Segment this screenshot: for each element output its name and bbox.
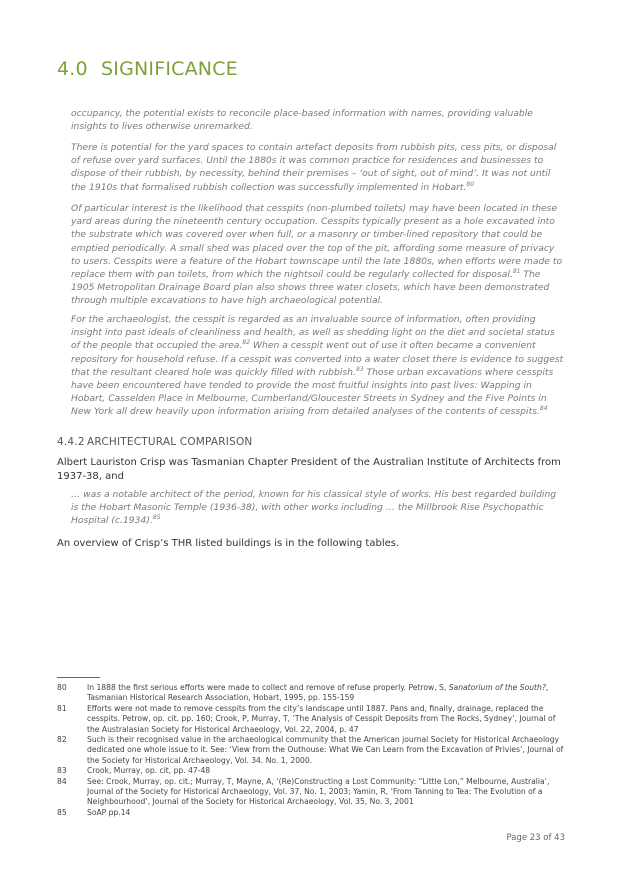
footnote-item	[57, 777, 567, 808]
paragraph-text: The 1905 Metropolitan Drainage Board plan also shows three water closets, which have been demonstrated through multiple excavations to have high archaeological potential.	[71, 269, 550, 307]
footnote-text-part: , Tasmanian Historical Research Association, Hobart, 1995, pp. 155-159	[87, 683, 549, 703]
footnote-italic-title: Sanatorium of the South?	[448, 683, 546, 692]
paragraph-text: Of particular interest is the likelihood that cesspits (non-plumbed toilets) may have been located in these yard areas during the nineteenth century occupation. Cesspits typically present as a hole excavated into the substrate which was covered over when full, or a masonry or timber-lined repository that could be emptied periodically. A small shed was placed over the top of the pit, affording some measure of privacy to users. Cesspits were a feature of the Hobart townscape until the late 1880s, when efforts were made to replace them with pan toilets, from which the nightsoil could be regularly collected for disposal.	[71, 203, 563, 281]
footnote-number: 84	[57, 776, 67, 786]
footnote-text: Such is their recognised value in the archaeological community that the American journal Society for Historical Archaeology dedicated one whole issue to it. See: ‘View from the Outhouse: What We Can Learn from the Excavation of Privies’, Journal of the Society for Historical Archaeology, Vol. 34. No. 1, 2000.	[87, 735, 564, 765]
footnote-item	[57, 808, 567, 818]
paragraph-occupancy	[71, 107, 566, 133]
subsection-number: 4.4.2	[57, 436, 85, 448]
paragraph-text: occupancy, the potential exists to reconcile place-based information with names, providing valuable insights to lives otherwise unremarked.	[71, 108, 533, 133]
footnote-number: 85	[57, 807, 67, 817]
paragraph-overview: An overview of Crisp’s THR listed buildings is in the following tables.	[57, 538, 400, 549]
footnote-text	[87, 683, 567, 704]
footnote-item	[57, 766, 567, 776]
footnote-item	[57, 735, 567, 766]
paragraph-crisp-intro: Albert Lauriston Crisp was Tasmanian Chapter President of the Australian Institute of Architects from 1937-38, and	[57, 457, 561, 482]
subsection-title: ARCHITECTURAL COMPARISON	[87, 436, 253, 448]
footnote-item	[57, 704, 567, 735]
footnote-text: Efforts were not made to remove cesspits from the city’s landscape until 1887. Pans and, finally, drainage, replaced the cesspits. Petrow, op. cit. pp. 160; Crook, P, Murray, T, ‘The Analysis of Cesspit Deposits from The Rocks, Sydney’, Journal of the Australasian Society for Historical Archaeology, Vol. 22, 2004, p. 47	[87, 703, 556, 734]
footnote-number: 82	[57, 735, 67, 745]
footnote-number: 80	[57, 683, 67, 692]
paragraph-text: There is potential for the yard spaces to contain artefact deposits from rubbish pits, cess pits, or disposal of refuse over yard surfaces. Until the 1880s it was common practice for residences and businesses to dispose of their rubbish, by necessity, behind their premises – ‘out of sight, out of mind’. It was not until the 1910s that formalised rubbish collection was successfully implemented in Hobart.	[71, 142, 557, 193]
section-number: 4.0	[57, 58, 88, 80]
footnote-text: Crook, Murray, op. cit, pp. 47-48	[87, 766, 211, 776]
section-title: SIGNIFICANCE	[101, 58, 238, 80]
footnote-ref[interactable]: 82	[242, 339, 251, 347]
footnote-ref[interactable]: 80	[466, 180, 475, 188]
paragraph-text: When a cesspit went out of use it often became a convenient repository for household refuse. If a cesspit was converted into a water closet there is evidence to suggest that the resultant cleared hole was quickly filled with rubbish.	[71, 340, 564, 378]
paragraph-cesspits	[71, 202, 566, 308]
footnote-text: SoAP pp.14	[87, 807, 131, 817]
footnotes-list	[57, 683, 567, 818]
footnote-ref[interactable]: 84	[539, 405, 548, 413]
footnote-ref[interactable]: 83	[355, 365, 364, 373]
block-quote-crisp	[71, 488, 561, 528]
paragraph-yard-spaces	[71, 141, 566, 194]
paragraph-text: For the archaeologist, the cesspit is regarded as an invaluable source of information, often providing insight into past ideals of cleanliness and health, as well as shedding light on the diet and societal status of the people that occupied the area.	[71, 314, 555, 352]
footnote-text: See: Crook, Murray, op. cit.; Murray, T, Mayne, A, ‘(Re)Constructing a Lost Community: “Little Lon,” Melbourne, Australia’, Journal of the Society for Historical Archaeology, Vol. 37, No. 1, 2003; Yamin, R, ‘From Tanning to Tea: The Evolution of a Neighbourhood’, Journal of the Society for Historical Archaeology, Vol. 35, No. 3, 2001	[87, 776, 550, 807]
page-number: Page 23 of 43	[506, 833, 565, 843]
footnote-ref[interactable]: 81	[512, 267, 521, 275]
footnote-number: 83	[57, 766, 67, 776]
footnote-ref[interactable]: 85	[152, 514, 161, 522]
subsection-heading	[57, 436, 252, 448]
footnote-text-part: In 1888 the first serious efforts were made to collect and remove of refuse properly. Petrow, S,	[87, 683, 449, 692]
footnote-item	[57, 683, 567, 704]
paragraph-archaeologist	[71, 313, 566, 419]
footnote-divider	[57, 677, 100, 678]
paragraph-text: Those urban excavations where cesspits have been encountered have tended to provide the most fruitful insights into past lives: Wapping in Hobart, Casselden Place in Melbourne, Cumberland/Gloucester Streets in Sydney and the Five Points in New York all drew heavily upon information arising from detailed analyses of the contents of cesspits.	[71, 366, 554, 418]
section-heading	[57, 58, 238, 80]
footnote-number: 81	[57, 703, 67, 713]
quote-text: … was a notable architect of the period, known for his classical style of works. His best regarded building is the Hobart Masonic Temple (1936-38), with other works including … the Millbrook Rise Psychopathic Hospital (c.1934).	[71, 489, 557, 527]
